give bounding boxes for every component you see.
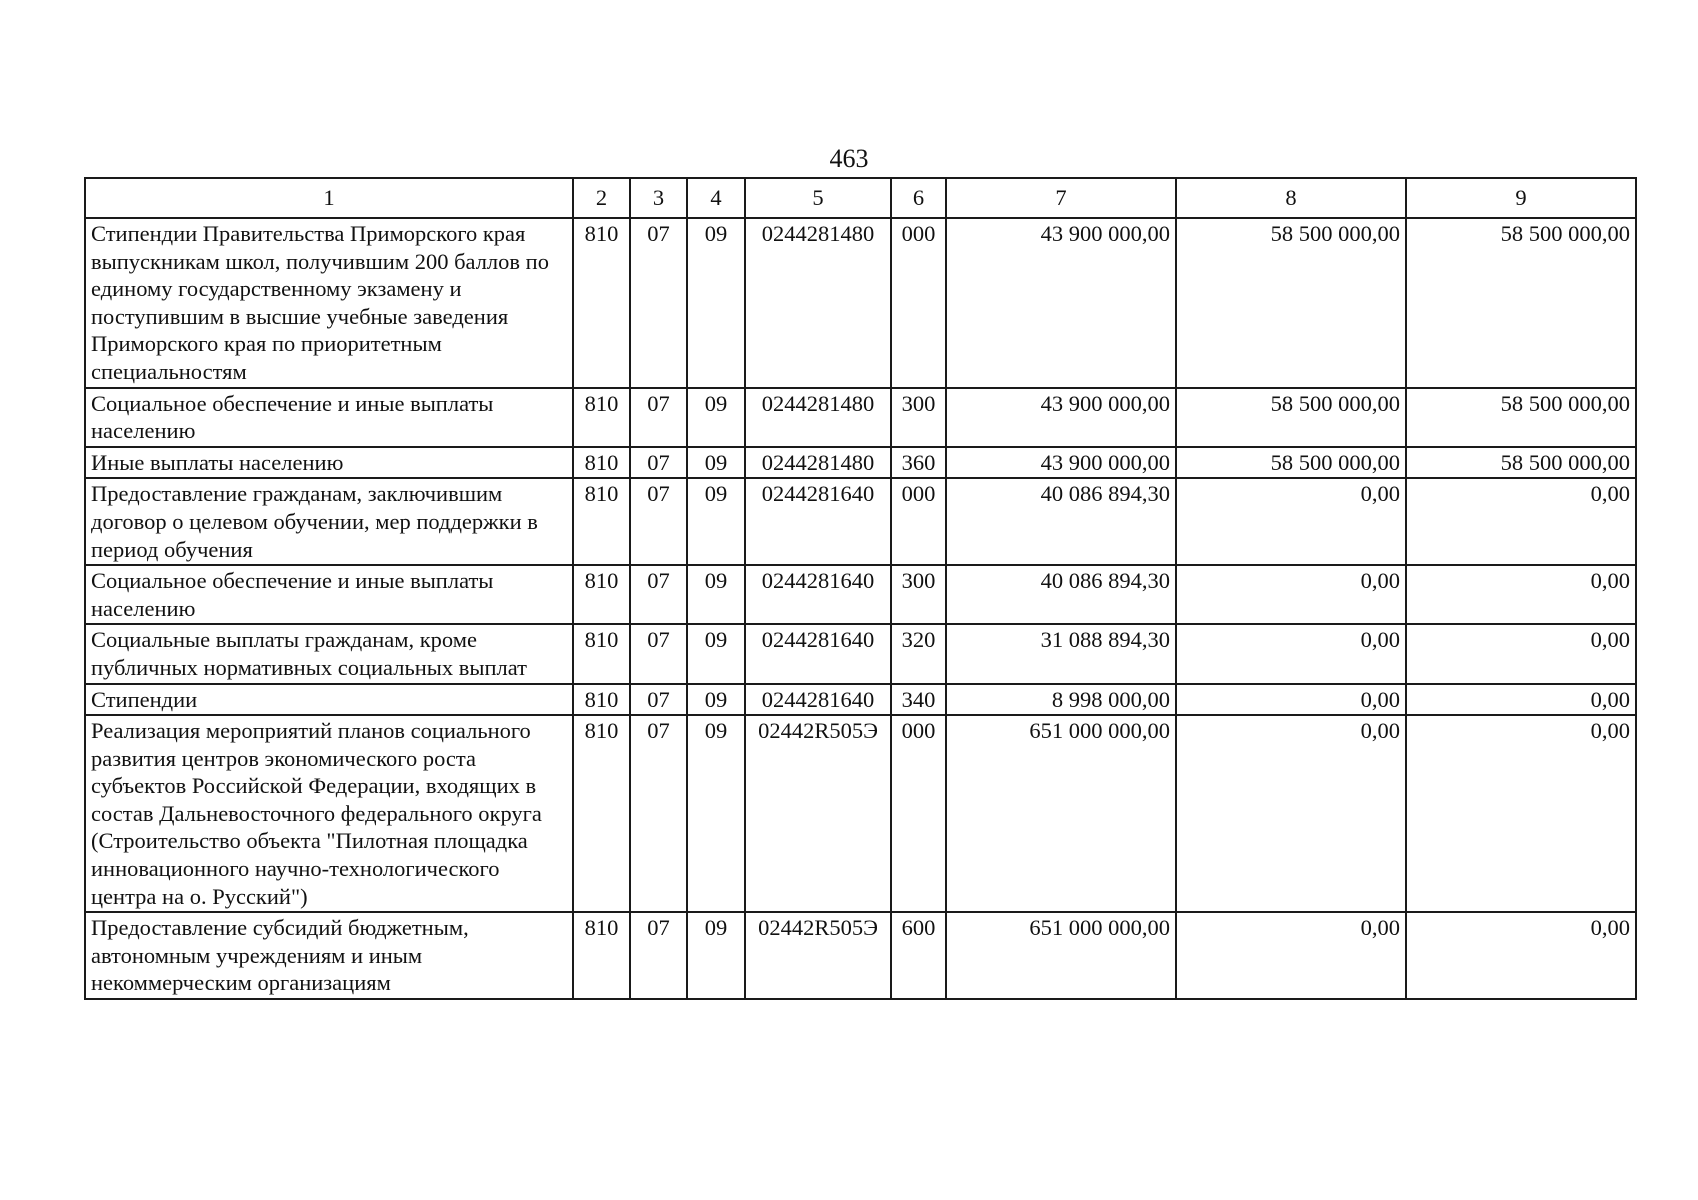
row-amount-7: 40 086 894,30 (946, 478, 1176, 565)
table-body (85, 218, 1636, 999)
row-code-6: 300 (891, 388, 946, 447)
row-name: Предоставление субсидий бюджетным, автономным учреждениям и иным некоммерческим организациям (85, 912, 573, 999)
row-code-3: 07 (630, 478, 687, 565)
header-col-5: 5 (745, 178, 891, 218)
row-amount-7: 43 900 000,00 (946, 218, 1176, 388)
table-row (85, 912, 1636, 999)
header-col-8: 8 (1176, 178, 1406, 218)
row-code-5: 0244281480 (745, 447, 891, 479)
row-code-6: 000 (891, 218, 946, 388)
table-row (85, 388, 1636, 447)
row-code-2: 810 (573, 912, 630, 999)
row-code-3: 07 (630, 684, 687, 716)
row-amount-8: 0,00 (1176, 565, 1406, 624)
row-code-3: 07 (630, 624, 687, 683)
row-code-5: 0244281640 (745, 684, 891, 716)
row-amount-7: 8 998 000,00 (946, 684, 1176, 716)
row-amount-9: 0,00 (1406, 912, 1636, 999)
header-col-6: 6 (891, 178, 946, 218)
row-amount-8: 0,00 (1176, 624, 1406, 683)
row-code-2: 810 (573, 684, 630, 716)
row-amount-9: 0,00 (1406, 565, 1636, 624)
row-amount-8: 58 500 000,00 (1176, 447, 1406, 479)
row-code-2: 810 (573, 624, 630, 683)
row-code-5: 0244281640 (745, 565, 891, 624)
table-row (85, 218, 1636, 388)
table-row (85, 624, 1636, 683)
row-amount-9: 58 500 000,00 (1406, 388, 1636, 447)
table-row (85, 565, 1636, 624)
row-code-2: 810 (573, 715, 630, 912)
row-code-3: 07 (630, 218, 687, 388)
row-code-6: 600 (891, 912, 946, 999)
row-code-4: 09 (687, 715, 745, 912)
row-name: Социальное обеспечение и иные выплаты населению (85, 565, 573, 624)
row-name: Стипендии Правительства Приморского края выпускникам школ, получившим 200 баллов по единому государственному экзамену и поступившим в высшие учебные заведения Приморского края по приоритетным специальностям (85, 218, 573, 388)
row-code-2: 810 (573, 447, 630, 479)
header-col-9: 9 (1406, 178, 1636, 218)
row-code-6: 000 (891, 478, 946, 565)
table-row (85, 684, 1636, 716)
row-code-4: 09 (687, 388, 745, 447)
row-code-4: 09 (687, 565, 745, 624)
row-amount-8: 0,00 (1176, 478, 1406, 565)
row-code-5: 02442R505Э (745, 912, 891, 999)
row-amount-7: 43 900 000,00 (946, 447, 1176, 479)
row-code-6: 340 (891, 684, 946, 716)
row-amount-8: 0,00 (1176, 684, 1406, 716)
row-code-3: 07 (630, 565, 687, 624)
row-name: Социальное обеспечение и иные выплаты населению (85, 388, 573, 447)
row-amount-9: 0,00 (1406, 624, 1636, 683)
row-amount-7: 31 088 894,30 (946, 624, 1176, 683)
row-code-6: 360 (891, 447, 946, 479)
row-amount-7: 43 900 000,00 (946, 388, 1176, 447)
row-code-4: 09 (687, 912, 745, 999)
row-code-2: 810 (573, 565, 630, 624)
budget-table (84, 177, 1637, 1000)
header-col-7: 7 (946, 178, 1176, 218)
row-code-3: 07 (630, 912, 687, 999)
row-amount-8: 58 500 000,00 (1176, 218, 1406, 388)
row-amount-9: 58 500 000,00 (1406, 447, 1636, 479)
row-code-4: 09 (687, 218, 745, 388)
row-amount-9: 0,00 (1406, 684, 1636, 716)
row-code-5: 0244281640 (745, 478, 891, 565)
row-code-3: 07 (630, 388, 687, 447)
row-code-5: 0244281480 (745, 388, 891, 447)
row-code-4: 09 (687, 684, 745, 716)
page-number: 463 (829, 144, 869, 173)
row-amount-8: 0,00 (1176, 715, 1406, 912)
header-col-2: 2 (573, 178, 630, 218)
row-code-5: 0244281640 (745, 624, 891, 683)
row-code-3: 07 (630, 447, 687, 479)
row-code-6: 000 (891, 715, 946, 912)
row-amount-9: 58 500 000,00 (1406, 218, 1636, 388)
row-amount-9: 0,00 (1406, 478, 1636, 565)
header-col-1: 1 (85, 178, 573, 218)
row-amount-8: 0,00 (1176, 912, 1406, 999)
header-col-4: 4 (687, 178, 745, 218)
row-amount-7: 651 000 000,00 (946, 715, 1176, 912)
header-col-3: 3 (630, 178, 687, 218)
row-code-5: 0244281480 (745, 218, 891, 388)
row-name: Социальные выплаты гражданам, кроме публичных нормативных социальных выплат (85, 624, 573, 683)
header-row (85, 178, 1636, 218)
row-amount-7: 651 000 000,00 (946, 912, 1176, 999)
row-code-2: 810 (573, 478, 630, 565)
table-row (85, 447, 1636, 479)
row-code-4: 09 (687, 447, 745, 479)
row-amount-7: 40 086 894,30 (946, 565, 1176, 624)
row-name: Иные выплаты населению (85, 447, 573, 479)
row-amount-9: 0,00 (1406, 715, 1636, 912)
table-header (85, 178, 1636, 218)
row-name: Предоставление гражданам, заключившим договор о целевом обучении, мер поддержки в период обучения (85, 478, 573, 565)
row-code-2: 810 (573, 218, 630, 388)
row-code-3: 07 (630, 715, 687, 912)
row-amount-8: 58 500 000,00 (1176, 388, 1406, 447)
row-name: Реализация мероприятий планов социального развития центров экономического роста субъектов Российской Федерации, входящих в состав Дальневосточного федерального округа (Строительство объекта "Пилотная площадка инновационного научно-технологического центра на о. Русский") (85, 715, 573, 912)
row-code-6: 300 (891, 565, 946, 624)
row-code-4: 09 (687, 478, 745, 565)
row-name: Стипендии (85, 684, 573, 716)
table-row (85, 478, 1636, 565)
table-row (85, 715, 1636, 912)
row-code-4: 09 (687, 624, 745, 683)
row-code-6: 320 (891, 624, 946, 683)
row-code-2: 810 (573, 388, 630, 447)
row-code-5: 02442R505Э (745, 715, 891, 912)
